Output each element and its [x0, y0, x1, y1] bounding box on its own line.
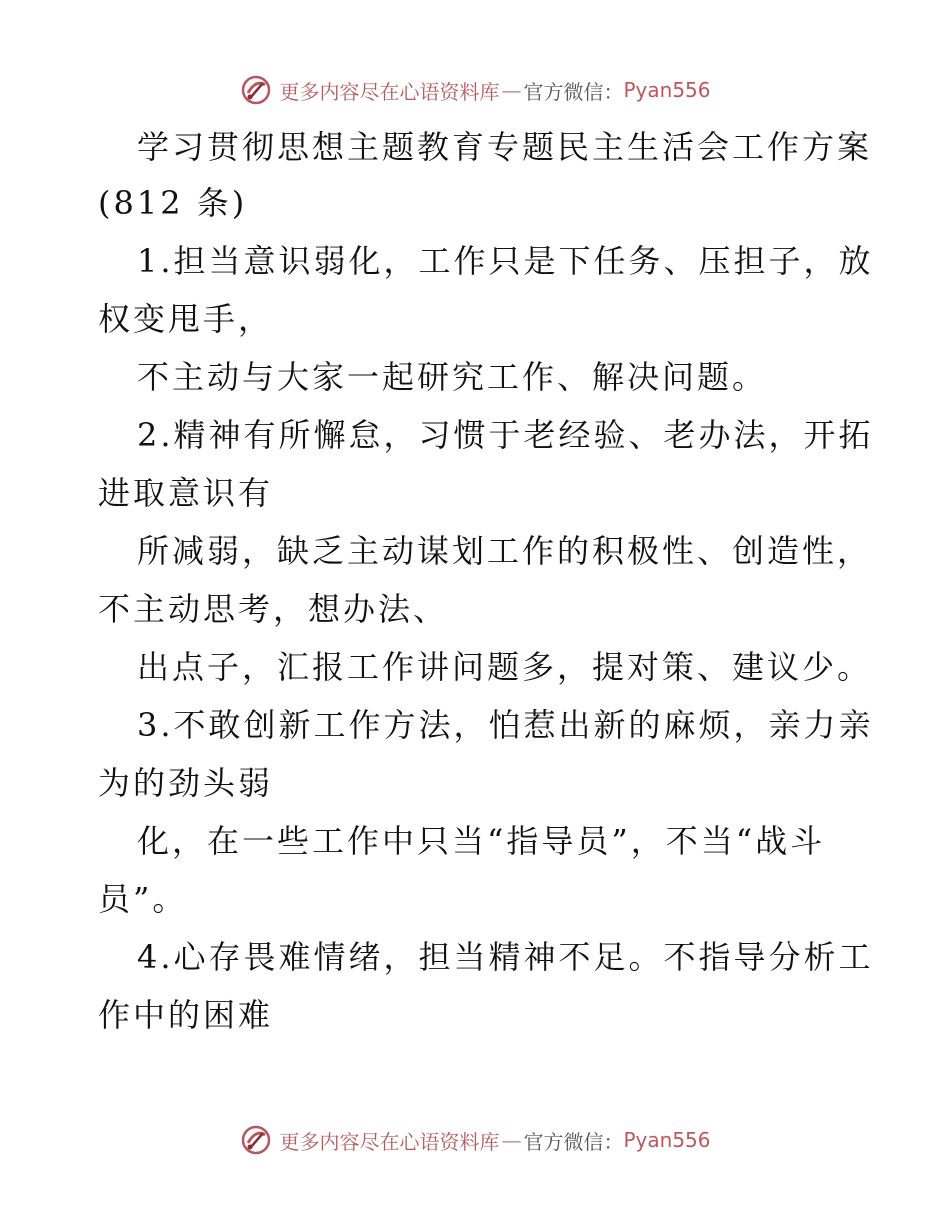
paragraph-line: 所减弱，缺乏主动谋划工作的积极性、创造性，: [137, 532, 873, 570]
header-dash: —: [501, 78, 522, 102]
paragraph-line: 化，在一些工作中只当“指导员”，不当“战斗: [137, 822, 826, 860]
document-title-line-2: (812 条): [98, 184, 248, 222]
paragraph-line: 员”。: [98, 880, 188, 918]
paragraph-line: 出点子，汇报工作讲问题多，提对策、建议少。: [137, 648, 873, 686]
paragraph-line: 为的劲头弱: [98, 764, 274, 802]
paragraph-line: 1.担当意识弱化，工作只是下任务、压担子，放: [137, 242, 874, 280]
paragraph-line: 不主动思考，想办法、: [98, 590, 449, 628]
paragraph-line: 不主动与大家一起研究工作、解决问题。: [137, 358, 768, 396]
footer-slogan: 更多内容尽在心语资料库: [279, 1129, 500, 1154]
paragraph-line: 进取意识有: [98, 474, 274, 512]
paragraph-line: 4.心存畏难情绪，担当精神不足。不指导分析工: [137, 938, 874, 976]
header-wechat-label: 官方微信：: [523, 79, 624, 104]
header-watermark: [0, 70, 950, 110]
footer-wechat-label: 官方微信：: [523, 1129, 624, 1154]
brand-logo-icon: [239, 73, 273, 107]
paragraph-line: 权变甩手，: [98, 300, 274, 338]
paragraph-line: 作中的困难: [98, 996, 274, 1034]
brand-logo-icon: [239, 1123, 273, 1157]
document-title-line-1: 学习贯彻思想主题教育专题民主生活会工作方案: [137, 128, 873, 166]
footer-watermark: [0, 1120, 950, 1160]
footer-dash: —: [501, 1128, 522, 1152]
header-wechat-id: Pyan556: [623, 78, 711, 102]
document-body: [0, 120, 950, 1044]
paragraph-line: 2.精神有所懈怠，习惯于老经验、老办法，开拓: [137, 416, 874, 454]
paragraph-line: 3.不敢创新工作方法，怕惹出新的麻烦，亲力亲: [137, 706, 874, 744]
header-slogan: 更多内容尽在心语资料库: [279, 79, 500, 104]
footer-wechat-id: Pyan556: [623, 1128, 711, 1152]
